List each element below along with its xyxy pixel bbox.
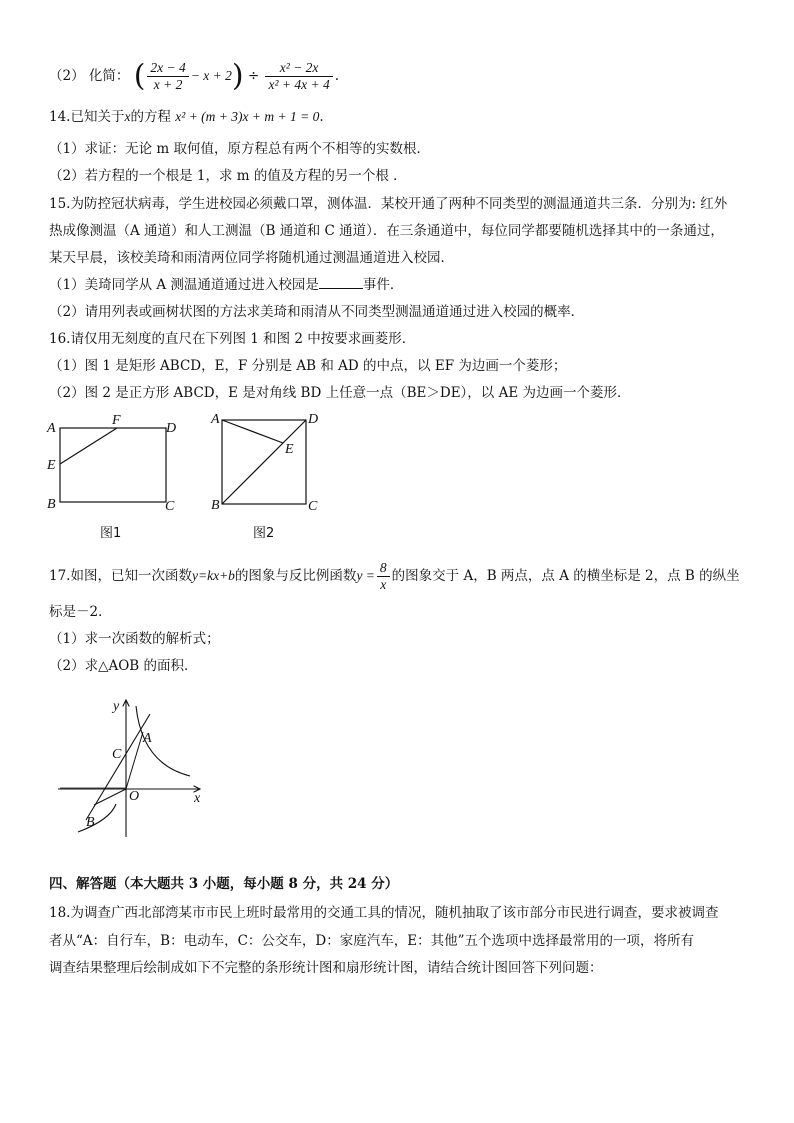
q13-frac2-num: x² − 2x <box>265 60 332 77</box>
figure-2-square <box>205 406 335 550</box>
q15-part1-prefix: （1）美琦同学从 A 测温通道通过进入校园是 <box>49 277 319 293</box>
right-paren: ) <box>231 58 244 94</box>
label-b: B <box>47 497 56 512</box>
q14-stem-end: . <box>319 109 324 125</box>
q14-stem-mid: 的方程 <box>130 109 171 125</box>
segment-ob <box>94 789 126 805</box>
q15-line1: 15.为防控冠状病毒，学生进校园必须戴口罩，测体温．某校开通了两种不同类型的测温通道共三条．分别为: 红外 <box>49 196 728 212</box>
label-d: D <box>166 421 177 436</box>
label-o: O <box>129 789 140 804</box>
q16-stem: 16.请仅用无刻度的直尺在下列图 1 和图 2 中按要求画菱形． <box>49 331 416 347</box>
q17-coordinate-figure <box>50 692 220 846</box>
q17-mid: 的图象与反比例函数 <box>234 568 357 584</box>
label-a: A <box>143 731 152 746</box>
q14-stem <box>49 107 754 127</box>
rectangle-abcd <box>60 428 166 502</box>
label-f: F <box>112 413 121 428</box>
q17-part1: （1）求一次函数的解析式； <box>49 631 220 647</box>
q15-part1 <box>49 275 754 295</box>
label-x-axis: x <box>194 791 201 806</box>
label-e: E <box>285 442 294 457</box>
q17-frac-num: 8 <box>377 560 390 577</box>
q17-part2: （2）求△AOB 的面积． <box>49 658 198 674</box>
label-e: E <box>47 458 56 473</box>
q13-instruction: 化简： <box>88 68 130 84</box>
label-a: A <box>47 421 56 436</box>
q13-frac2-den: x² + 4x + 4 <box>268 77 330 92</box>
diagonal-bd <box>222 420 306 504</box>
q14-equation: x² + (m + 3)x + m + 1 = 0 <box>175 109 320 124</box>
q13-label: （2） <box>49 68 85 84</box>
q17-y: y = <box>356 568 375 583</box>
q14-part2: （2）若方程的一个根是 1，求 m 的值及方程的另一个根 ． <box>49 168 407 184</box>
label-c: C <box>165 499 175 514</box>
q13-fraction-2 <box>265 60 332 93</box>
q17-suffix: 的图象交于 A，B 两点，点 A 的横坐标是 2，点 B 的纵坐 <box>391 568 740 584</box>
q14-stem-prefix: 14.已知关于 <box>49 109 125 125</box>
label-b: B <box>211 498 220 513</box>
q13-part2 <box>49 58 754 95</box>
q13-end: . <box>334 68 340 84</box>
q13-div: ÷ <box>247 68 260 84</box>
left-paren: ( <box>133 58 146 94</box>
q15-line2: 热成像测温（A 通道）和人工测温（B 通道和 C 通道）．在三条通道中，每位同学都要随机选择其中的一条通过， <box>49 223 724 239</box>
section-4-title: 四、解答题（本大题共 3 小题，每小题 8 分，共 24 分） <box>49 876 399 892</box>
q15-part2: （2）请用列表或画树状图的方法求美琦和雨清从不同类型测温通道通过进入校园的概率． <box>49 304 585 320</box>
q17-prefix: 17.如图，已知一次函数 <box>49 568 192 584</box>
label-c: C <box>112 747 122 762</box>
answer-blank <box>319 276 363 289</box>
label-d: D <box>308 412 319 427</box>
figure-1-rectangle <box>44 408 194 550</box>
q18-line1: 18.为调查广西北部湾某市市民上班时最常用的交通工具的情况，随机抽取了该市部分市民进行调查，要求被调查 <box>49 905 719 921</box>
q18-line2: 者从“A：自行车，B：电动车，C：公交车，D：家庭汽车，E：其他”五个选项中选择最常用的一项，将所有 <box>49 933 694 949</box>
q17-frac-den: x <box>380 577 387 592</box>
figure-2-caption: 图2 <box>253 526 275 541</box>
q18-line3: 调查结果整理后绘制成如下不完整的条形统计图和扇形统计图，请结合统计图回答下列问题： <box>49 960 603 976</box>
segment-ae <box>222 420 283 443</box>
figure-1-caption: 图1 <box>100 526 122 541</box>
label-b: B <box>86 815 95 830</box>
q13-frac1-num: 2x − 4 <box>147 60 188 77</box>
q16-part2: （2）图 2 是正方形 ABCD，E 是对角线 BD 上任意一点（BE＞DE），以 AE 为边画一个菱形． <box>49 385 631 401</box>
q16-part1: （1）图 1 是矩形 ABCD，E，F 分别是 AB 和 AD 的中点，以 EF 为边画一个菱形； <box>49 358 567 374</box>
q14-part1: （1）求证：无论 m 取何值，原方程总有两个不相等的实数根． <box>49 141 430 157</box>
q13-frac1-den: x + 2 <box>153 77 183 92</box>
q13-mid: − x + 2 <box>190 68 232 83</box>
label-c: C <box>308 499 318 514</box>
q13-fraction-1 <box>147 60 188 93</box>
hyperbola-branch-q3 <box>78 804 116 832</box>
q17-linear-eq: y=kx+b <box>191 568 235 583</box>
q15-part1-suffix: 事件． <box>362 277 404 293</box>
label-y-axis: y <box>113 699 120 714</box>
q14-stem-var: x <box>124 109 131 124</box>
segment-ef <box>60 428 117 464</box>
label-a: A <box>211 412 220 427</box>
q15-line3: 某天早晨，该校美琦和雨清两位同学将随机通过测温通道进入校园． <box>49 250 454 266</box>
q17-stem-line1 <box>49 560 754 593</box>
q17-stem-line2: 标是－2． <box>49 604 112 620</box>
q17-fraction <box>377 560 390 593</box>
